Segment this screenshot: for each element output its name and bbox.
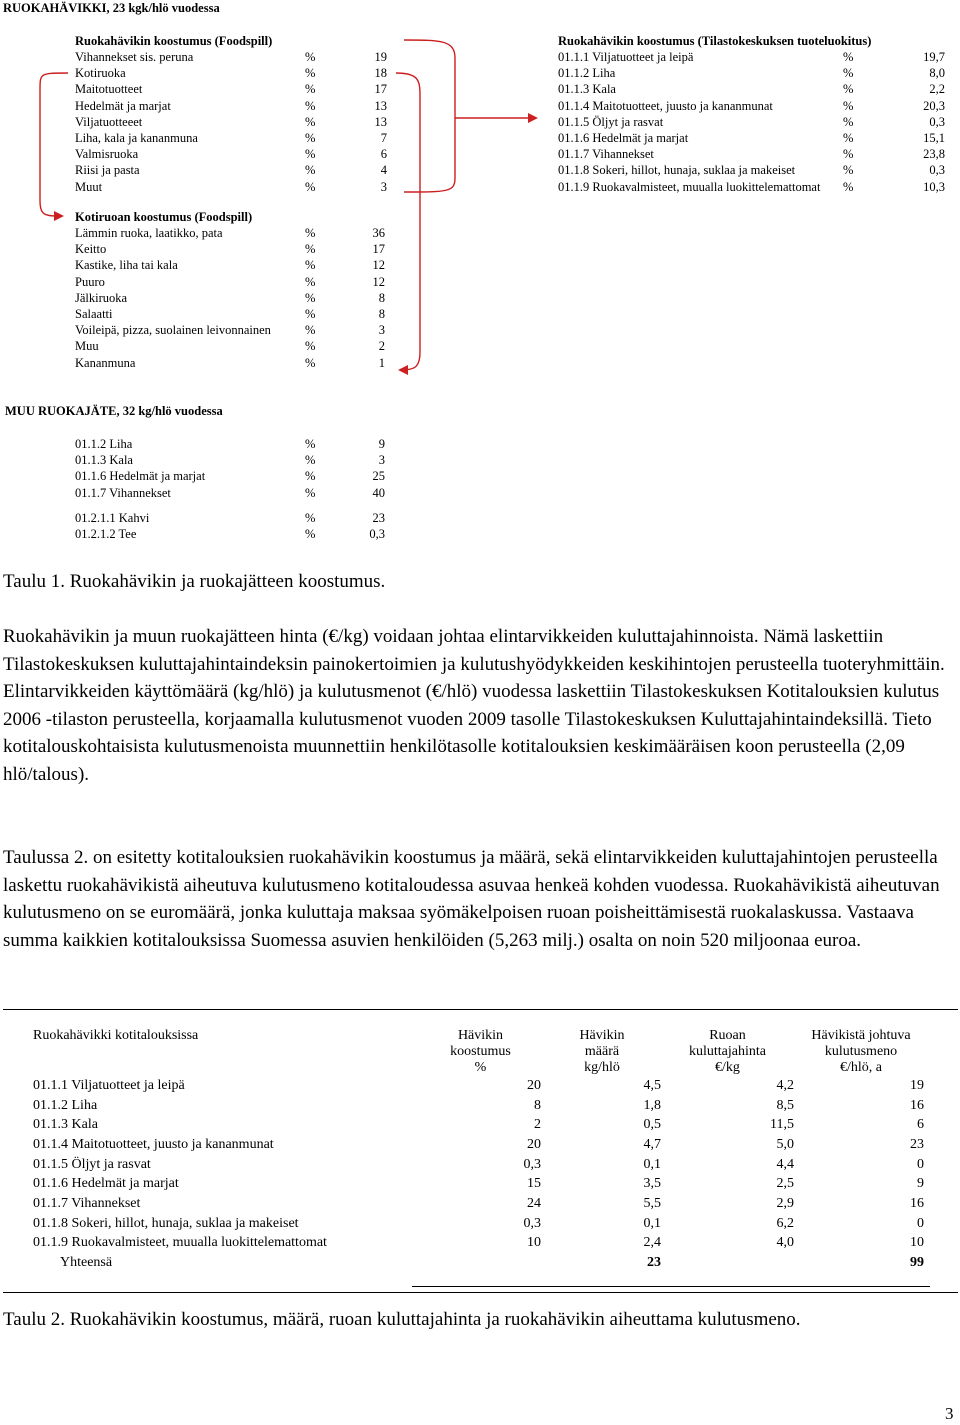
foodspill-section (75, 33, 395, 195)
row-label: Valmisruoka (75, 147, 139, 162)
row-label: 01.1.7 Vihannekset (33, 1195, 141, 1211)
cell-c2: 1,8 (643, 1097, 661, 1113)
cell-c3: 6,2 (776, 1215, 794, 1231)
statfin-row (558, 146, 945, 162)
cell-c1: 0,3 (523, 1215, 541, 1231)
row-value: 6 (380, 147, 387, 162)
row-value: 25 (372, 469, 385, 484)
row-value: 1 (378, 355, 385, 370)
table-row (33, 1194, 928, 1214)
total-c4: 99 (910, 1255, 924, 1271)
row-value: 2,2 (929, 82, 945, 97)
kotiruoka-section (75, 209, 395, 371)
statfin-row (558, 114, 945, 130)
row-value: 7 (380, 131, 387, 145)
row-unit: % (843, 50, 854, 64)
header-line: Hävikin (579, 1028, 625, 1043)
row-label: Lämmin ruoka, laatikko, pata (75, 226, 223, 240)
row-label: Kananmuna (75, 355, 136, 370)
row-unit: % (305, 179, 316, 194)
row-unit: % (305, 469, 316, 484)
cell-c1: 8 (534, 1097, 541, 1113)
row-label: Viljatuotteeet (75, 114, 143, 129)
cell-c4: 0 (917, 1156, 924, 1172)
statfin-row (558, 49, 945, 65)
header-line: Hävikistä johtuva (811, 1028, 911, 1043)
row-value: 0,3 (929, 114, 945, 129)
table-row (33, 1174, 928, 1194)
foodspill-row (75, 162, 395, 178)
row-label: 01.1.7 Vihannekset (75, 485, 171, 500)
cell-c3: 11,5 (770, 1117, 794, 1133)
row-value: 4 (380, 163, 387, 178)
table-2-header-c1 (378, 1028, 543, 1076)
row-value: 18 (374, 66, 387, 81)
total-c2: 23 (647, 1255, 661, 1271)
row-unit: % (305, 339, 316, 354)
row-unit: % (305, 50, 316, 64)
header-line: Ruoan (709, 1028, 746, 1043)
foodspill-row (75, 49, 395, 65)
kotiruoka-row (75, 306, 395, 322)
row-unit: % (305, 485, 316, 500)
muu-row (75, 510, 395, 526)
row-label: 01.1.4 Maitotuotteet, juusto ja kananmunat (558, 98, 773, 113)
row-label: Voileipä, pizza, suolainen leivonnainen (75, 323, 271, 338)
row-label: Liha, kala ja kananmuna (75, 131, 198, 145)
kotiruoka-row (75, 290, 395, 306)
header-line: €/kg (715, 1060, 740, 1075)
caption-table-1: Taulu 1. Ruokahävikin ja ruokajätteen koostumus. (3, 571, 386, 592)
table-2-header-c4 (794, 1028, 928, 1076)
row-value: 2 (378, 339, 385, 354)
foodspill-row (75, 65, 395, 81)
table-2-header-c2 (543, 1028, 661, 1076)
row-unit: % (843, 163, 854, 178)
row-label: Salaatti (75, 307, 113, 321)
row-unit: % (843, 147, 854, 162)
cell-c2: 5,5 (643, 1195, 661, 1211)
table-2-bottom-rule (3, 1292, 958, 1293)
row-value: 8 (378, 307, 385, 321)
cell-c2: 4,5 (643, 1077, 661, 1093)
statfin-row (558, 130, 945, 146)
row-unit: % (305, 131, 316, 145)
row-unit: % (305, 66, 316, 81)
row-value: 20,3 (923, 98, 945, 113)
header-line: kulutusmeno (824, 1044, 898, 1059)
caption-table-2: Taulu 2. Ruokahävikin koostumus, määrä, ruoan kuluttajahinta ja ruokahävikin aiheuttama kulutusmeno. (3, 1309, 801, 1330)
empty-cell (661, 1253, 794, 1273)
cell-c3: 5,0 (776, 1136, 794, 1152)
muu-section (75, 436, 395, 546)
header-line: % (474, 1060, 487, 1075)
row-value: 23,8 (923, 147, 945, 162)
muu-row (75, 485, 395, 501)
kotiruoka-row (75, 257, 395, 273)
kotiruoka-row (75, 322, 395, 338)
row-unit: % (843, 66, 854, 81)
row-unit: % (843, 179, 854, 194)
row-label: 01.1.2 Liha (75, 437, 133, 451)
row-unit: % (305, 323, 316, 338)
row-label: Puuro (75, 274, 105, 289)
table-2-top-rule (3, 1009, 958, 1010)
row-label: 01.2.1.1 Kahvi (75, 510, 150, 525)
table-row (33, 1096, 928, 1116)
row-unit: % (305, 147, 316, 162)
statfin-section (558, 33, 945, 195)
row-label: 01.1.9 Ruokavalmisteet, muualla luokittelemattomat (33, 1235, 327, 1251)
arrow-kotiruoka (40, 73, 68, 216)
row-label: 01.1.1 Viljatuotteet ja leipä (558, 50, 694, 64)
row-unit: % (305, 527, 316, 541)
row-unit: % (305, 290, 316, 305)
header-line: koostumus (450, 1044, 511, 1059)
kotiruoka-row (75, 355, 395, 371)
row-unit: % (305, 437, 316, 451)
row-label: Keitto (75, 242, 107, 257)
header-line: kg/hlö (584, 1060, 620, 1075)
row-label: 01.1.2 Liha (33, 1097, 98, 1113)
row-label: 01.1.5 Öljyt ja rasvat (558, 114, 664, 129)
row-label: Muut (75, 179, 103, 194)
paragraph-1: Ruokahävikin ja muun ruokajätteen hinta (€/kg) voidaan johtaa elintarvikkeiden kuluttajahinnoista. Nämä laskettiin Tilastokeskuksen kuluttajahintaindeksin painokertoimien ja kulutushyödykkeiden keskihintojen perusteella tuoteryhmittäin. Elintarvikkeiden käyttömäärä (kg/hlö) ja kulutusmenot (€/hlö) vuodessa laskettiin Tilastokeskuksen Kotitalouksien kulutus 2006 -tilaston perusteella, korjaamalla kulutusmenot vuoden 2009 tasolle Tilastokeskuksen Kuluttajahintaindeksillä. Tieto kotitalouskohtaisista kulutusmenoista muunnettiin henkilötasolle kotitalouksien keskimääräisen koon perusteella (2,09 hlö/talous). (3, 626, 945, 785)
row-value: 10,3 (923, 179, 945, 194)
row-value: 3 (380, 179, 387, 194)
row-label: 01.1.8 Sokeri, hillot, hunaja, suklaa ja makeiset (558, 163, 796, 178)
row-unit: % (305, 355, 316, 370)
cell-c4: 10 (910, 1235, 924, 1251)
row-value: 0,3 (369, 527, 385, 541)
cell-c3: 2,5 (776, 1176, 794, 1192)
muu-row (75, 468, 395, 484)
row-unit: % (843, 114, 854, 129)
row-label: Jälkiruoka (75, 290, 128, 305)
row-label: 01.1.8 Sokeri, hillot, hunaja, suklaa ja makeiset (33, 1215, 299, 1231)
table-row (33, 1155, 928, 1175)
row-label: 01.1.5 Öljyt ja rasvat (33, 1156, 151, 1172)
empty-cell (378, 1253, 543, 1273)
cell-c3: 4,0 (776, 1235, 794, 1251)
cell-c1: 10 (527, 1235, 541, 1251)
muu-row (75, 452, 395, 468)
row-label: 01.2.1.2 Tee (75, 527, 137, 541)
cell-c1: 15 (527, 1176, 541, 1192)
page-number: 3 (945, 1404, 954, 1423)
row-value: 3 (378, 453, 385, 468)
table-2-title: Ruokahävikki kotitalouksissa (33, 1028, 199, 1043)
foodspill-row (75, 179, 395, 195)
row-label: 01.1.3 Kala (33, 1117, 98, 1133)
cell-c4: 9 (917, 1176, 924, 1192)
cell-c1: 20 (527, 1136, 541, 1152)
row-unit: % (305, 82, 316, 97)
table-total-row (33, 1253, 928, 1273)
row-unit: % (305, 163, 316, 178)
row-unit: % (305, 226, 316, 240)
statfin-row (558, 179, 945, 195)
arrow-to-statfin (404, 40, 455, 192)
row-value: 3 (378, 323, 385, 338)
table-2-header-row (33, 1028, 928, 1076)
kotiruoka-row (75, 274, 395, 290)
row-unit: % (843, 98, 854, 113)
table-2-header-c3 (661, 1028, 794, 1076)
cell-c4: 16 (910, 1097, 924, 1113)
header-line: Hävikin (457, 1028, 504, 1043)
row-label: 01.1.6 Hedelmät ja marjat (75, 469, 206, 484)
row-value: 23 (372, 510, 385, 525)
cell-c3: 2,9 (776, 1195, 794, 1211)
row-unit: % (305, 453, 316, 468)
table-row (33, 1234, 928, 1254)
table-2-total-rule (412, 1286, 930, 1287)
statfin-row (558, 65, 945, 81)
row-unit: % (305, 98, 316, 113)
cell-c1: 20 (527, 1077, 541, 1093)
cell-c2: 0,5 (643, 1117, 661, 1133)
row-unit: % (305, 274, 316, 289)
row-label: 01.1.1 Viljatuotteet ja leipä (33, 1077, 185, 1093)
foodspill-row (75, 130, 395, 146)
row-unit: % (305, 242, 316, 257)
total-label: Yhteensä (60, 1255, 113, 1271)
kotiruoka-heading: Kotiruoan koostumus (Foodspill) (75, 210, 253, 224)
foodspill-row (75, 98, 395, 114)
row-unit: % (305, 258, 316, 273)
row-label: 01.1.3 Kala (558, 82, 616, 97)
table-2 (33, 1028, 928, 1273)
cell-c1: 24 (527, 1195, 541, 1211)
foodspill-row (75, 81, 395, 97)
cell-c2: 4,7 (643, 1136, 661, 1152)
table-row (33, 1076, 928, 1096)
row-unit: % (843, 82, 854, 97)
row-label: 01.1.9 Ruokavalmisteet, muualla luokittelemattomat (558, 179, 821, 194)
row-value: 9 (378, 437, 385, 451)
row-value: 17 (372, 242, 385, 257)
foodspill-heading: Ruokahävikin koostumus (Foodspill) (75, 34, 273, 48)
header-line: määrä (584, 1044, 620, 1059)
row-value: 19,7 (923, 50, 945, 64)
row-label: Muu (75, 339, 99, 354)
table-row (33, 1214, 928, 1234)
row-value: 8,0 (929, 66, 945, 81)
foodspill-row (75, 114, 395, 130)
kotiruoka-row (75, 225, 395, 241)
row-value: 12 (372, 258, 385, 273)
table-row (33, 1115, 928, 1135)
foodspill-row (75, 146, 395, 162)
row-unit: % (305, 114, 316, 129)
paragraph-2: Taulussa 2. on esitetty kotitalouksien ruokahävikin koostumus ja määrä, sekä elintarvikkeiden kuluttajahintojen perusteella laskettu ruokahävikistä aiheutuva kulutusmeno kotitaloudessa asuvaa henkeä kohden vuodessa. Ruokahävikistä aiheutuvan kulutusmeno on se euromäärä, jonka kuluttaja maksaa syömäkelpoisen ruoan poisheittämisestä ruokalaskussa. Vastaava summa kaikkien kotitalouksissa Suomessa asuvien henkilöiden (5,263 milj.) osalta on noin 520 miljoonaa euroa. (3, 847, 940, 951)
cell-c2: 0,1 (643, 1156, 661, 1172)
row-unit: % (843, 131, 854, 145)
row-unit: % (305, 307, 316, 321)
cell-c2: 0,1 (643, 1215, 661, 1231)
page-title: RUOKAHÄVIKKI, 23 kgk/hlö vuodessa (3, 1, 220, 15)
header-line: kuluttajahinta (689, 1044, 766, 1059)
table-row (33, 1135, 928, 1155)
cell-c1: 2 (534, 1117, 541, 1133)
row-value: 0,3 (929, 163, 945, 178)
statfin-row (558, 81, 945, 97)
row-value: 13 (374, 114, 387, 129)
cell-c4: 16 (910, 1195, 924, 1211)
muu-row (75, 526, 395, 542)
cell-c3: 4,2 (776, 1077, 794, 1093)
row-label: 01.1.2 Liha (558, 66, 616, 81)
kotiruoka-row (75, 241, 395, 257)
cell-c3: 4,4 (776, 1156, 794, 1172)
row-label: 01.1.7 Vihannekset (558, 147, 654, 162)
row-value: 13 (374, 98, 387, 113)
row-label: 01.1.3 Kala (75, 453, 133, 468)
row-value: 17 (374, 82, 387, 97)
cell-c2: 2,4 (643, 1235, 661, 1251)
row-value: 19 (374, 50, 387, 64)
cell-c4: 19 (910, 1077, 924, 1093)
cell-c2: 3,5 (643, 1176, 661, 1192)
statfin-row (558, 98, 945, 114)
header-line: €/hlö, a (840, 1060, 882, 1075)
row-label: Vihannekset sis. peruna (75, 50, 194, 64)
row-label: Kotiruoka (75, 66, 126, 81)
kotiruoka-row (75, 338, 395, 354)
row-value: 40 (372, 485, 385, 500)
cell-c1: 0,3 (523, 1156, 541, 1172)
cell-c3: 8,5 (776, 1097, 794, 1113)
muu-heading: MUU RUOKAJÄTE, 32 kg/hlö vuodessa (5, 404, 223, 418)
row-label: 01.1.4 Maitotuotteet, juusto ja kananmunat (33, 1136, 274, 1152)
row-value: 36 (372, 226, 385, 240)
row-value: 12 (372, 274, 385, 289)
row-unit: % (305, 510, 316, 525)
row-label: Hedelmät ja marjat (75, 98, 171, 113)
cell-c4: 0 (917, 1215, 924, 1231)
statfin-row (558, 162, 945, 178)
row-label: 01.1.6 Hedelmät ja marjat (33, 1176, 179, 1192)
muu-row (75, 436, 395, 452)
row-label: Riisi ja pasta (75, 163, 140, 178)
row-label: 01.1.6 Hedelmät ja marjat (558, 131, 689, 145)
row-label: Kastike, liha tai kala (75, 258, 178, 273)
row-value: 15,1 (923, 131, 945, 145)
arrow-kotiruoka-right (396, 73, 420, 370)
row-value: 8 (378, 290, 385, 305)
cell-c4: 6 (917, 1117, 924, 1133)
cell-c4: 23 (910, 1136, 924, 1152)
statfin-heading: Ruokahävikin koostumus (Tilastokeskuksen tuoteluokitus) (558, 34, 872, 48)
row-label: Maitotuotteet (75, 82, 143, 97)
